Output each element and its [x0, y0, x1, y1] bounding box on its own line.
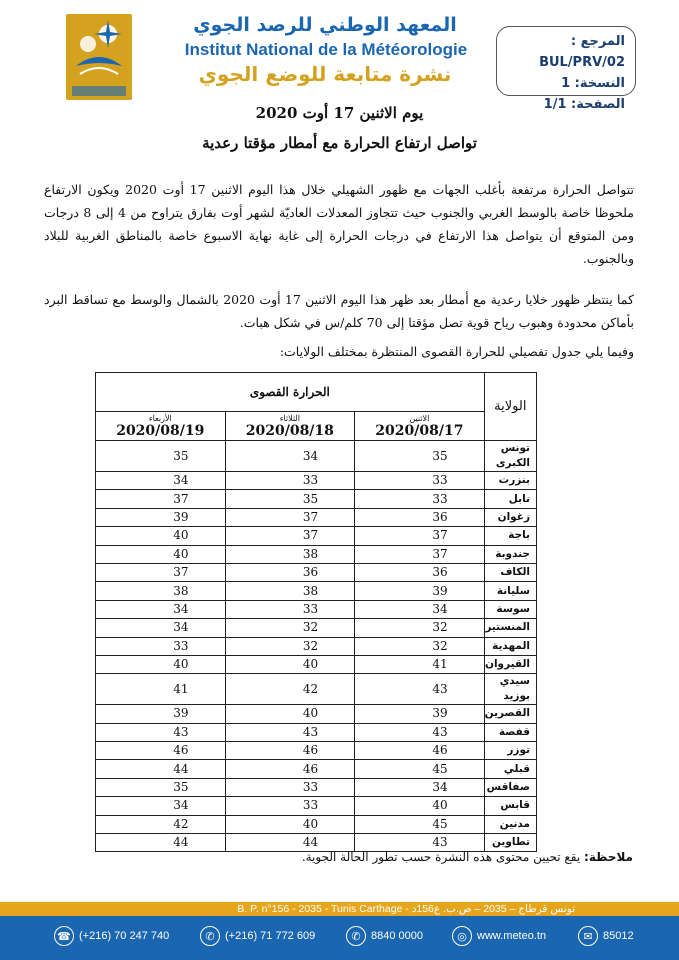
table-row — [96, 778, 537, 796]
paragraph-1: تتواصل الحرارة مرتفعة بأغلب الجهات مع ظهور الشهيلي خلال هذا اليوم الاثنين 17 أوت 2020 ويكون الارتفاع ملحوظا خاصة بالوسط الغربي والجنوب حيث تتجاوز المعدلات العاديّة لشهر أوت بفارق يتراوح من 4 إلى 8 درجات ومن المتوقع أن يتواصل هذا الارتفاع في درجات الحرارة إلى غاية نهاية الاسبوع خاصة بالمناطق الغربية للبلاد وبالجنوب. — [44, 182, 634, 266]
governorate-cell: بنزرت — [484, 472, 536, 490]
copy-value: 1 — [561, 76, 571, 91]
col-header-day — [355, 412, 485, 441]
temperature-cell: 43 — [355, 723, 485, 741]
temperature-cell: 32 — [225, 637, 355, 655]
temperature-cell: 36 — [355, 563, 485, 581]
col-header-day — [225, 412, 355, 441]
temperature-cell: 33 — [96, 637, 226, 655]
paragraph-2: كما ينتظر ظهور خلايا رعدية مع أمطار بعد ظهر هذا اليوم الاثنين 17 أوت 2020 بالشمال والوسط مع تساقط البرد بأماكن محدودة وهبوب رياح قوية تصل مؤقتا إلى 70 كلم/س في شكل هبات. — [44, 292, 634, 330]
temperature-cell: 43 — [355, 674, 485, 705]
governorate-cell: سيدي بوزيد — [484, 674, 536, 705]
table-row — [96, 705, 537, 723]
temperature-cell: 33 — [225, 778, 355, 796]
temperature-cell: 39 — [96, 705, 226, 723]
temperature-cell: 38 — [225, 582, 355, 600]
temperature-cell: 40 — [225, 655, 355, 673]
temperature-cell: 34 — [96, 600, 226, 618]
temperature-cell: 32 — [355, 637, 485, 655]
temperature-cell: 46 — [225, 742, 355, 760]
governorate-cell: باجة — [484, 527, 536, 545]
note — [0, 850, 633, 864]
temperature-cell: 33 — [225, 600, 355, 618]
temperature-cell: 33 — [225, 472, 355, 490]
temperature-cell: 46 — [225, 760, 355, 778]
table-row — [96, 527, 537, 545]
temperature-cell: 41 — [355, 655, 485, 673]
day-date: 2020/08/19 — [116, 423, 205, 439]
table-row — [96, 723, 537, 741]
day-date: 2020/08/17 — [375, 423, 464, 439]
temperature-cell: 37 — [96, 563, 226, 581]
table-row — [96, 674, 537, 705]
temperature-cell: 38 — [96, 582, 226, 600]
day-date: 2020/08/18 — [245, 423, 334, 439]
temperature-cell: 40 — [225, 815, 355, 833]
table-row — [96, 760, 537, 778]
col-header-day — [96, 412, 226, 441]
page-label: الصفحة: — [571, 97, 625, 112]
temperature-cell: 40 — [96, 655, 226, 673]
governorate-cell: قفصة — [484, 723, 536, 741]
temperature-cell: 33 — [355, 472, 485, 490]
reference-box — [496, 26, 636, 112]
governorate-cell: المنستير — [484, 619, 536, 637]
note-label: ملاحظة: — [584, 850, 633, 864]
temperature-cell: 42 — [96, 815, 226, 833]
temperature-cell: 33 — [225, 797, 355, 815]
col-header-governorate: الولاية — [484, 373, 536, 441]
temperature-cell: 42 — [225, 674, 355, 705]
globe-icon: ◎ — [452, 926, 472, 946]
governorate-cell: جندوبة — [484, 545, 536, 563]
phone-3-text: 8840 0000 — [371, 930, 423, 942]
table-row — [96, 619, 537, 637]
temperature-cell: 45 — [355, 815, 485, 833]
table-row — [96, 490, 537, 508]
contact-phone-1 — [54, 926, 169, 946]
note-text: يقع تحيين محتوى هذه النشرة حسب تطور الحالة الجوية. — [301, 850, 585, 864]
governorate-cell: المهدية — [484, 637, 536, 655]
day-name: الأربعاء — [148, 414, 172, 423]
bulletin-date: يوم الاثنين 17 أوت 2020 — [255, 104, 424, 122]
governorate-cell: القيروان — [484, 655, 536, 673]
copy-line — [507, 73, 625, 94]
temperature-cell: 39 — [96, 508, 226, 526]
temperature-cell: 39 — [355, 705, 485, 723]
phone-icon: ✆ — [346, 926, 366, 946]
temperature-cell: 34 — [355, 600, 485, 618]
institute-name-ar: المعهد الوطني للرصد الجوي — [193, 14, 457, 36]
temperature-cell: 34 — [355, 778, 485, 796]
phone-1-text: (+216) 70 247 740 — [79, 930, 170, 942]
bulletin-headline: تواصل ارتفاع الحرارة مع أمطار مؤقتا رعدية — [202, 134, 477, 152]
reference-line — [507, 31, 625, 73]
governorate-cell: نابل — [484, 490, 536, 508]
governorate-cell: سوسة — [484, 600, 536, 618]
day-name: الاثنين — [409, 414, 430, 423]
temperature-cell: 46 — [96, 742, 226, 760]
temperature-cell: 43 — [96, 723, 226, 741]
temperature-cell: 43 — [225, 723, 355, 741]
temperature-cell: 36 — [355, 508, 485, 526]
governorate-cell: توزر — [484, 742, 536, 760]
temperature-cell: 45 — [355, 760, 485, 778]
copy-label: النسخة: — [574, 76, 625, 91]
sms-text: 85012 — [603, 930, 634, 942]
temperature-cell: 43 — [355, 834, 485, 852]
temperature-cell: 35 — [225, 490, 355, 508]
paragraph-3: وفيما يلي جدول تفصيلي للحرارة القصوى المنتظرة بمختلف الولايات: — [279, 344, 634, 359]
temperature-cell: 37 — [225, 508, 355, 526]
max-temperature-table — [95, 372, 537, 852]
temperature-cell: 35 — [96, 441, 226, 472]
temperature-cell: 36 — [225, 563, 355, 581]
table-row — [96, 472, 537, 490]
temperature-cell: 37 — [355, 527, 485, 545]
table-row — [96, 508, 537, 526]
temperature-cell: 46 — [355, 742, 485, 760]
page-value: 1/1 — [543, 97, 567, 112]
governorate-cell: سليانة — [484, 582, 536, 600]
temperature-cell: 40 — [96, 527, 226, 545]
temperature-cell: 39 — [355, 582, 485, 600]
temperature-cell: 40 — [96, 545, 226, 563]
temperature-cell: 37 — [225, 527, 355, 545]
day-name: الثلاثاء — [279, 414, 300, 423]
reference-label: المرجع : — [570, 34, 625, 49]
temperature-cell: 34 — [96, 797, 226, 815]
footer-address: B. P. n°156 - 2035 - Tunis Carthage - تونس قرطاج – 2035 – ص.ب. ع156د — [0, 902, 679, 916]
governorate-cell: زغوان — [484, 508, 536, 526]
bulletin-name: نشرة متابعة للوضع الجوي — [198, 62, 452, 86]
temperature-cell: 35 — [96, 778, 226, 796]
temperature-cell: 40 — [355, 797, 485, 815]
table-row — [96, 655, 537, 673]
temperature-cell: 37 — [355, 545, 485, 563]
temperature-cell: 34 — [96, 472, 226, 490]
table-row — [96, 563, 537, 581]
table-row — [96, 545, 537, 563]
governorate-cell: قابس — [484, 797, 536, 815]
contact-phone-2 — [200, 926, 315, 946]
governorate-cell: تونس الكبرى — [484, 441, 536, 472]
governorate-cell: الكاف — [484, 563, 536, 581]
sms-icon: ✉ — [578, 926, 598, 946]
institute-name-fr: Institut National de la Météorologie — [184, 40, 468, 59]
footer-contacts — [0, 916, 679, 960]
temperature-cell: 33 — [355, 490, 485, 508]
temperature-cell: 44 — [96, 834, 226, 852]
contact-sms — [578, 926, 634, 946]
table-row — [96, 441, 537, 472]
col-header-max-temp: الحرارة القصوى — [96, 373, 485, 412]
table-row — [96, 742, 537, 760]
temperature-cell: 32 — [225, 619, 355, 637]
table-row — [96, 815, 537, 833]
website-text[interactable]: www.meteo.tn — [477, 930, 547, 942]
governorate-cell: مدنين — [484, 815, 536, 833]
temperature-cell: 44 — [225, 834, 355, 852]
temperature-cell: 38 — [225, 545, 355, 563]
temperature-cell: 34 — [96, 619, 226, 637]
inm-logo — [66, 14, 132, 100]
temperature-cell: 41 — [96, 674, 226, 705]
table-row — [96, 797, 537, 815]
temperature-cell: 35 — [355, 441, 485, 472]
governorate-cell: صفاقس — [484, 778, 536, 796]
table-row — [96, 637, 537, 655]
temperature-cell: 37 — [96, 490, 226, 508]
temperature-cell: 40 — [225, 705, 355, 723]
contact-phone-3 — [346, 926, 423, 946]
contact-website[interactable] — [452, 926, 546, 946]
governorate-cell: القصرين — [484, 705, 536, 723]
temperature-cell: 44 — [96, 760, 226, 778]
temperature-cell: 34 — [225, 441, 355, 472]
governorate-cell: قبلي — [484, 760, 536, 778]
table-row — [96, 582, 537, 600]
temperature-cell: 32 — [355, 619, 485, 637]
table-row — [96, 600, 537, 618]
governorate-cell: تطاوين — [484, 834, 536, 852]
phone-icon: ✆ — [200, 926, 220, 946]
phone-2-text: (+216) 71 772 609 — [225, 930, 316, 942]
reference-value: BUL/PRV/02 — [539, 55, 625, 70]
phone-icon: ☎ — [54, 926, 74, 946]
